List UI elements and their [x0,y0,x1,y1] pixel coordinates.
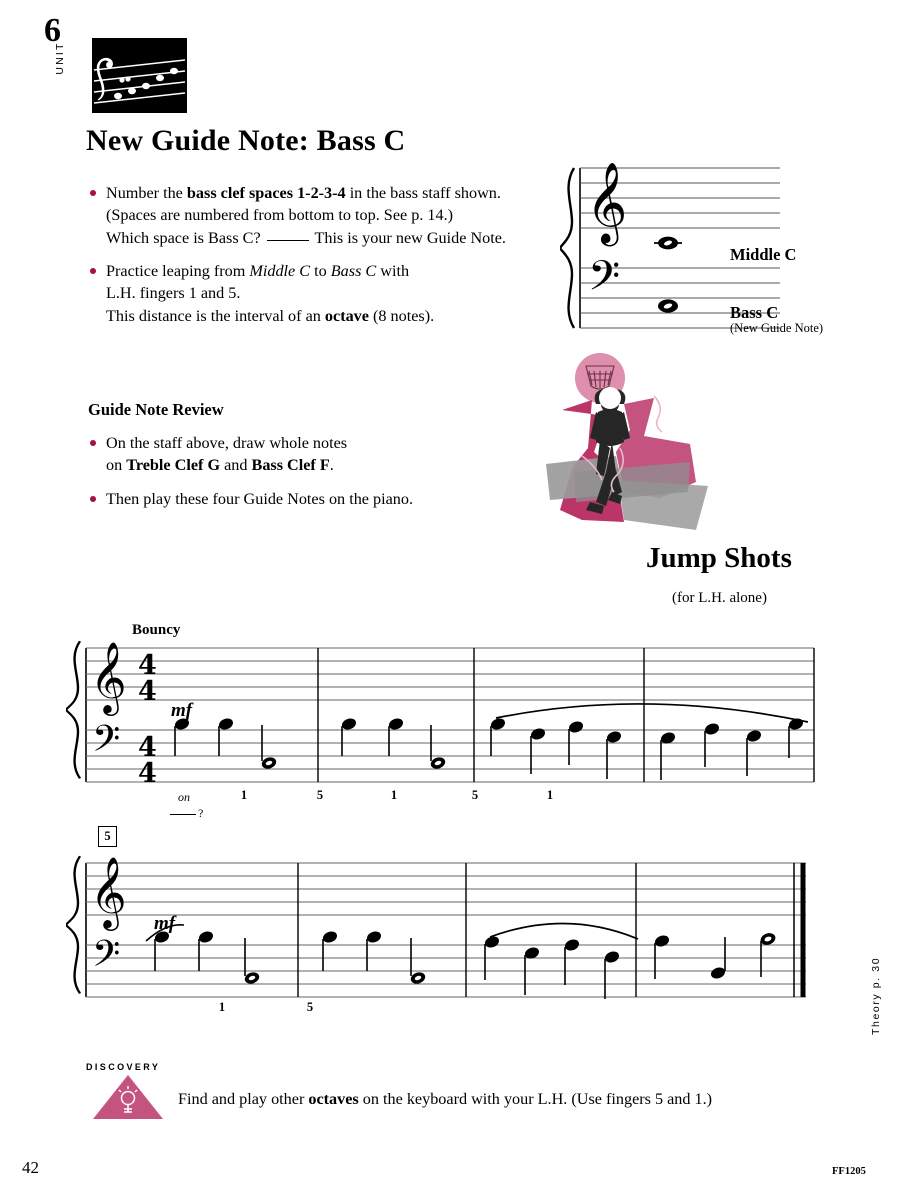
label-bass-c-note: (New Guide Note) [730,321,824,335]
theory-page-reference-text: Theory p. 30 [870,956,882,1035]
text-segment: Bass Clef F [251,456,330,475]
svg-text:𝄞: 𝄞 [90,640,127,713]
music-system-1 [66,622,826,830]
discovery-text [178,1090,712,1109]
label-middle-c: Middle C [730,245,797,264]
text-segment: L.H. fingers 1 and 5. [106,284,241,303]
theory-page-reference [856,905,882,1035]
annotation-question-mark: ? [198,806,204,820]
annotation-on [178,790,190,805]
dynamic-mf-system1: mf [171,700,193,721]
music-system-2 [66,845,826,1030]
measure-number-5: 5 [98,826,117,847]
svg-text:𝄢: 𝄢 [92,718,121,769]
svg-text:𝄞: 𝄞 [586,161,628,243]
slur-measures-3-4 [496,704,808,722]
text-segment: Bass C [330,262,377,281]
unit-number: 6 [44,12,61,49]
fingering-number: 1 [218,1000,226,1014]
bullet-line [106,204,538,226]
measure-8-notes [653,931,777,980]
text-segment: (Spaces are numbered from bottom to top. See p. 14.) [106,206,454,225]
text-segment: octave [324,306,369,325]
bullet-line [106,260,538,282]
text-segment: (8 notes). [368,306,435,325]
svg-text:𝄞: 𝄞 [90,855,127,928]
text-segment: This is your new Guide Note. [310,228,506,247]
unit-header [44,12,144,100]
svg-text:𝄢: 𝄢 [588,252,621,310]
page-number: 42 [22,1158,39,1177]
text-segment: Treble Clef G [126,456,221,475]
piece-subtitle: (for L.H. alone) [672,590,767,606]
fingering-number: 1 [546,788,554,802]
fingering-number: 5 [306,1000,314,1014]
annotation-blank-question [168,806,203,821]
svg-text:4: 4 [138,758,157,789]
annotation-on-word: on [178,790,190,804]
note-middle-c [654,237,682,250]
svg-text:4: 4 [138,732,157,763]
text-segment: in the bass staff shown. [345,184,501,202]
discovery-label: DISCOVERY [86,1062,161,1072]
bullet-item [88,432,508,477]
measure-2-notes [340,717,446,771]
lightbulb-triangle-icon [92,1074,164,1120]
bullet-line [106,432,508,454]
fingering-number: 5 [471,788,479,802]
label-bass-c: Bass C [730,303,779,322]
text-segment: to [310,262,331,281]
measure-1-notes [173,717,277,771]
catalog-code: FF1205 [832,1166,866,1177]
fingering-number: 5 [316,788,324,802]
svg-text:4: 4 [138,676,157,707]
svg-text:4: 4 [138,650,157,681]
text-segment: Which space is Bass C? [106,228,265,247]
piece-title: Jump Shots [646,542,792,574]
review-instruction-list [88,432,508,521]
bullet-line [106,454,508,476]
text-segment: This distance is the interval of an [106,306,325,325]
text-segment: Middle C [249,262,311,281]
slur-measures-7-8 [490,923,638,939]
text-segment: with [376,262,410,281]
intro-instruction-list [88,182,538,338]
bullet-item [88,488,508,510]
text-segment: and [220,456,252,475]
basketball-jump-shot-illustration [520,352,740,538]
unit-label: UNIT [54,41,66,75]
text-segment: on [106,456,127,475]
svg-text:𝄢: 𝄢 [92,933,121,984]
text-segment: Then play these four Guide Notes on the piano. [106,489,414,508]
fingering-number: 1 [240,788,248,802]
dynamic-mf-system2: mf [154,913,176,934]
review-heading: Guide Note Review [88,400,224,419]
answer-blank[interactable] [267,240,309,241]
text-segment: Practice leaping from [106,262,250,281]
bullet-line [106,227,538,249]
bullet-item [88,260,538,327]
fingering-number: 1 [390,788,398,802]
bullet-line [106,488,508,510]
page-title: New Guide Note: Bass C [86,124,406,157]
text-segment: bass clef spaces 1-2-3-4 [186,184,346,202]
bullet-line [106,182,538,204]
text-segment: Find and play other [178,1090,309,1108]
note-bass-c [658,299,678,312]
measure-4-notes [659,717,804,780]
bass-clef-ascending-notes-icon [92,38,187,113]
tempo-marking: Bouncy [132,622,181,638]
basketball [599,387,621,409]
answer-blank[interactable] [170,814,196,815]
text-segment: octaves [308,1090,359,1108]
text-segment: on the keyboard with your L.H. (Use fingers 5 and 1.) [358,1090,713,1108]
text-segment: . [329,456,334,475]
text-segment: Number the [106,184,187,202]
measure-3-notes [489,717,622,779]
measure-7-notes [483,935,620,999]
bullet-line [106,305,538,327]
discovery-block [86,1062,826,1122]
bullet-line [106,282,538,304]
bullet-item [88,182,538,249]
text-segment: On the staff above, draw whole notes [106,434,348,452]
